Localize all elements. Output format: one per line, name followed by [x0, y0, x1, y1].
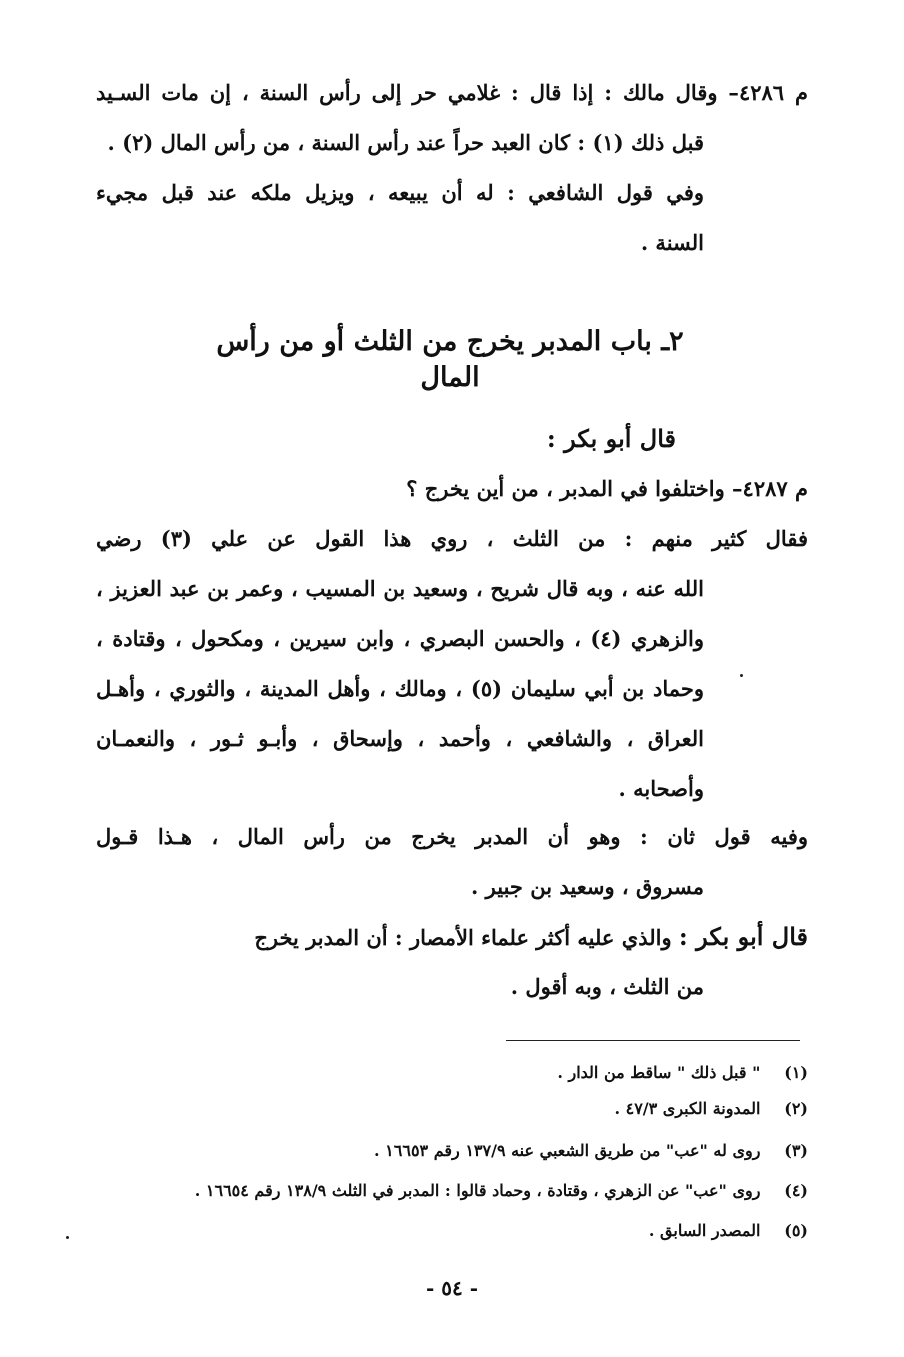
para-conclusion-line-1	[254, 922, 808, 953]
footnote-5	[649, 1220, 808, 1242]
para-4287-line-2: فقال كثير منهم : من الثلث ، روي هذا القول عن علي (٣) رضي	[96, 526, 808, 551]
para-second-line-2: مسروق ، وسعيد بن جبير .	[471, 874, 704, 899]
para-conclusion-line-2: من الثلث ، وبه أقول .	[510, 974, 704, 999]
footnote-number: (٣)	[784, 1141, 808, 1160]
para-4286-line-2: قبل ذلك (١) : كان العبد حراً عند رأس السنة ، من رأس المال (٢) .	[107, 130, 704, 155]
footnote-separator	[506, 1040, 800, 1041]
footnote-text: المدونة الكبرى ٤٧/٣ .	[614, 1099, 761, 1118]
conclusion-text: والذي عليه أكثر علماء الأمصار : أن المدبر يخرج	[254, 925, 672, 950]
scan-speck	[66, 1236, 69, 1239]
speaker-heading: قال أبو بكر :	[546, 424, 676, 453]
para-4287-line-3: الله عنه ، وبه قال شريح ، وسعيد بن المسيب ، وعمر بن عبد العزيز ،	[96, 576, 704, 601]
section-title: ٢ـ باب المدبر يخرج من الثلث أو من رأس المال	[216, 326, 684, 393]
footnote-text: " قبل ذلك " ساقط من الدار .	[557, 1063, 761, 1082]
para-4286-line-3: وفي قول الشافعي : له أن يبيعه ، ويزيل ملكه عند قبل مجيء	[96, 180, 704, 205]
footnote-3	[374, 1140, 808, 1162]
footnote-number: (١)	[784, 1063, 808, 1082]
footnote-text: روى "عب" عن الزهري ، وقتادة ، وحماد قالوا : المدبر في الثلث ١٣٨/٩ رقم ١٦٦٥٤ .	[194, 1181, 761, 1200]
para-4287-line-1: م ٤٢٨٧– واختلفوا في المدبر ، من أين يخرج ؟	[406, 476, 808, 501]
para-4286-line-1: م ٤٢٨٦– وقال مالك : إذا قال : غلامي حر إلى رأس السنة ، إن مات السـيد	[96, 80, 808, 105]
conclusion-speaker: قال أبو بكر :	[678, 922, 808, 951]
para-4287-line-4: والزهري (٤) ، والحسن البصري ، وابن سيرين ، ومكحول ، وقتادة ،	[96, 626, 704, 651]
para-4286-line-4: السنة .	[640, 230, 704, 255]
footnote-2	[614, 1098, 808, 1120]
para-4287-line-7: وأصحابه .	[618, 776, 704, 801]
footnote-text: المصدر السابق .	[648, 1221, 761, 1240]
footnote-4	[195, 1180, 808, 1202]
footnote-number: (٥)	[784, 1221, 808, 1240]
footnote-number: (٤)	[784, 1181, 808, 1200]
footnote-text: روى له "عب" من طريق الشعبي عنه ١٣٧/٩ رقم ١٦٦٥٣ .	[374, 1141, 761, 1160]
scan-speck	[740, 674, 743, 677]
footnote-1	[557, 1062, 808, 1084]
page-number: - ٥٤ -	[425, 1276, 478, 1300]
para-second-line-1: وفيه قول ثان : وهو أن المدبر يخرج من رأس المال ، هـذا قـول	[96, 824, 808, 849]
footnote-number: (٢)	[784, 1099, 808, 1118]
para-4287-line-6: العراق ، والشافعي ، وأحمد ، وإسحاق ، وأبـو ثـور ، والنعمـان	[96, 726, 704, 751]
para-4287-line-5: وحماد بن أبي سليمان (٥) ، ومالك ، وأهل المدينة ، والثوري ، وأهـل	[96, 676, 704, 701]
